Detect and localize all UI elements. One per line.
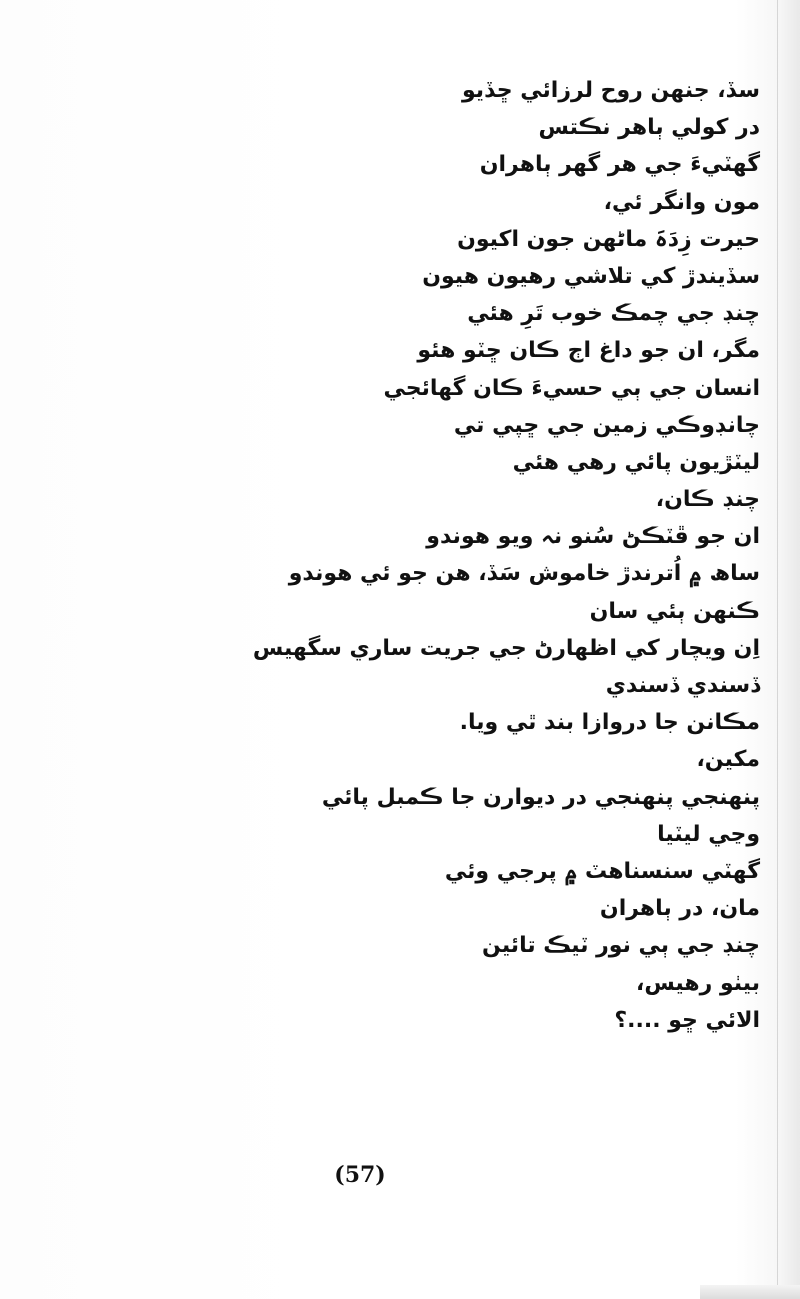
poem-line: مان، در ٻاهران	[599, 896, 760, 922]
poem-line: الائي ڇو ....؟	[614, 1007, 760, 1033]
poem-line: چانڊوڪي زمين جي ڇپي تي	[453, 412, 760, 438]
poem-line: چنڊ جي ٻي نور ٽيڪ تائين	[482, 933, 760, 959]
poem-line: ڏسندي ڏسندي	[605, 673, 760, 698]
poem-line: چنڊ جي چمڪ خوب تَرِ هئي	[467, 301, 760, 327]
page-corner-shadow	[700, 1285, 800, 1299]
poem-line: ساھ ۾ اُترندڙ خاموش سَڏ، هن جو ئي هوندو	[288, 561, 760, 587]
poem-line: سڏ، جنهن روح لرزائي ڇڏيو	[462, 78, 760, 103]
poem-line: ڪنهن ٻئي سان	[589, 598, 760, 624]
poem-line: مگر، ان جو داغ اڄ ڪان ڇٽو هئو	[417, 338, 760, 364]
page-number: (57)	[334, 1162, 386, 1188]
poem-line: وڃي ليٽيا	[657, 821, 760, 847]
poem-line: مڪانن جا دروازا بند ٿي ويا.	[459, 710, 760, 736]
poem-line: در کولي ٻاهر نڪتس	[538, 115, 760, 141]
poem-line: سڏيندڙ کي تلاشي رهيون هيون	[422, 263, 760, 289]
poem-line: بيٺو رهيس،	[635, 970, 760, 996]
poem-line: پنهنجي پنهنجي در ديوارن جا ڪمبل پائي	[321, 784, 760, 810]
page-edge-shadow	[777, 0, 800, 1299]
poem-line: حيرت زِدَہَ ماڻهن جون اکيون	[457, 226, 760, 252]
poem-line: گهٽي سنسناهٽ ۾ پرجي وئي	[444, 858, 760, 884]
poem-line: مکين،	[696, 747, 760, 773]
poem-line: ان جو ڦٽڪڻ سُنو نہ ويو هوندو	[426, 524, 760, 550]
poem-line: انسان جي ٻي حسيءَ ڪان گهائجي	[383, 375, 760, 401]
poem-line: گهٽيءَ جي هر گهر ٻاهران	[479, 152, 760, 178]
poem-text	[230, 72, 760, 1039]
poem-line: ليٽڙيون پائي رهي هئي	[512, 449, 760, 475]
poem-line: مون وانگر ئي،	[603, 189, 760, 215]
poem-line: چنڊ ڪان،	[655, 487, 760, 513]
poem-line: اِن ويچار کي اظهارڻ جي جريت ساري سگهيس	[252, 635, 760, 661]
